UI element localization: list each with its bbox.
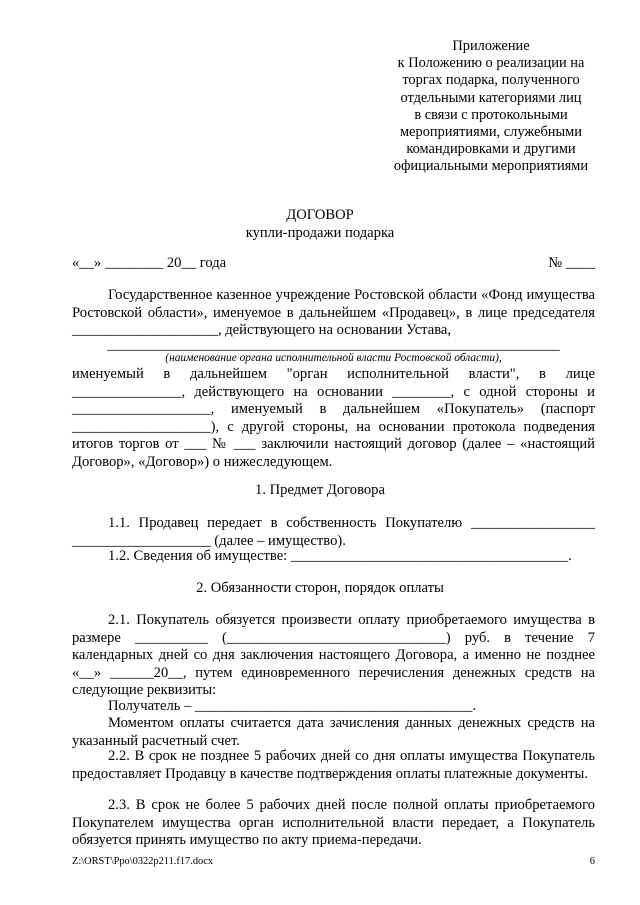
appendix-line: официальными мероприятиями: [393, 158, 589, 175]
section-1-heading: 1. Предмет Договора: [255, 482, 385, 498]
page-number: 6: [589, 856, 595, 867]
appendix-line: командировками и другими: [406, 141, 576, 158]
appendix-line: отдельными категориями лиц: [400, 89, 582, 106]
clause-1-2: 1.2. Сведения об имуществе: ______________________________________.: [108, 548, 572, 564]
appendix-block: [380, 38, 602, 176]
clause-2-1: 2.1. Покупатель обязуется произвести оплату приобретаемого имущества в размере __________ (______________________________) руб. в течение 7 календарных дней со дня заключения настоящего Договора, а именно не позднее «__» ______20__, путем единовременного перечисления денежных средств на следующие реквизиты:: [72, 612, 595, 699]
section-2-heading: 2. Обязанности сторон, порядок оплаты: [196, 580, 444, 596]
recipient-line: Получатель – ______________________________________.: [108, 698, 476, 714]
document-title: [0, 206, 640, 242]
blank-line: ______________________________________________________________: [107, 337, 560, 353]
appendix-line: в связи с протокольными: [414, 106, 568, 123]
appendix-line: мероприятиями, служебными: [400, 124, 582, 141]
clause-1-1: 1.1. Продавец передает в собственность Покупателю _________________ ___________________ (далее – имущество).: [72, 515, 595, 549]
appendix-line: торгах подарка, полученного: [402, 72, 580, 89]
parties-paragraph: Государственное казенное учреждение Ростовской области «Фонд имущества Ростовской области», именуемое в дальнейшем «Продавец», в лице председателя ____________________, действующего на основании Устава,: [72, 287, 595, 339]
payment-moment: Моментом оплаты считается дата зачисления данных денежных средств на указанный расчетный счет.: [72, 715, 595, 749]
title-sub: купли-продажи подарка: [245, 225, 395, 241]
authority-caption: (наименование органа исполнительной власти Ростовской области),: [165, 352, 502, 364]
contract-number: № ____: [548, 255, 595, 271]
file-path: Z:\ORST\Ppo\0322p211.f17.docx: [72, 856, 214, 867]
contract-date: «__» ________ 20__ года: [72, 255, 227, 271]
title-main: ДОГОВОР: [286, 207, 354, 223]
clause-2-3: 2.3. В срок не более 5 рабочих дней после полной оплаты приобретаемого Покупателем имущества орган исполнительной власти передает, а Покупатель обязуется принять имущество по акту приема-передачи.: [72, 797, 595, 849]
appendix-line: Приложение: [452, 38, 530, 54]
clause-2-2: 2.2. В срок не позднее 5 рабочих дней со дня оплаты имущества Покупатель предоставляет Продавцу в качестве подтверждения оплаты платежные документы.: [72, 748, 595, 782]
authority-paragraph: именуемый в дальнейшем "орган исполнительной власти", в лице _______________, действующего на основании ________, с одной стороны и ___________________, именуемый в дальнейшем «Покупатель» (паспорт ___________________), с другой стороны, на основании протокола подведения итогов торгов от ___ № ___ заключили настоящий договор (далее – «настоящий Договор», «Договор») о нижеследующем.: [72, 366, 595, 470]
date-number-line: [72, 255, 595, 273]
appendix-line: к Положению о реализации на: [397, 55, 585, 72]
